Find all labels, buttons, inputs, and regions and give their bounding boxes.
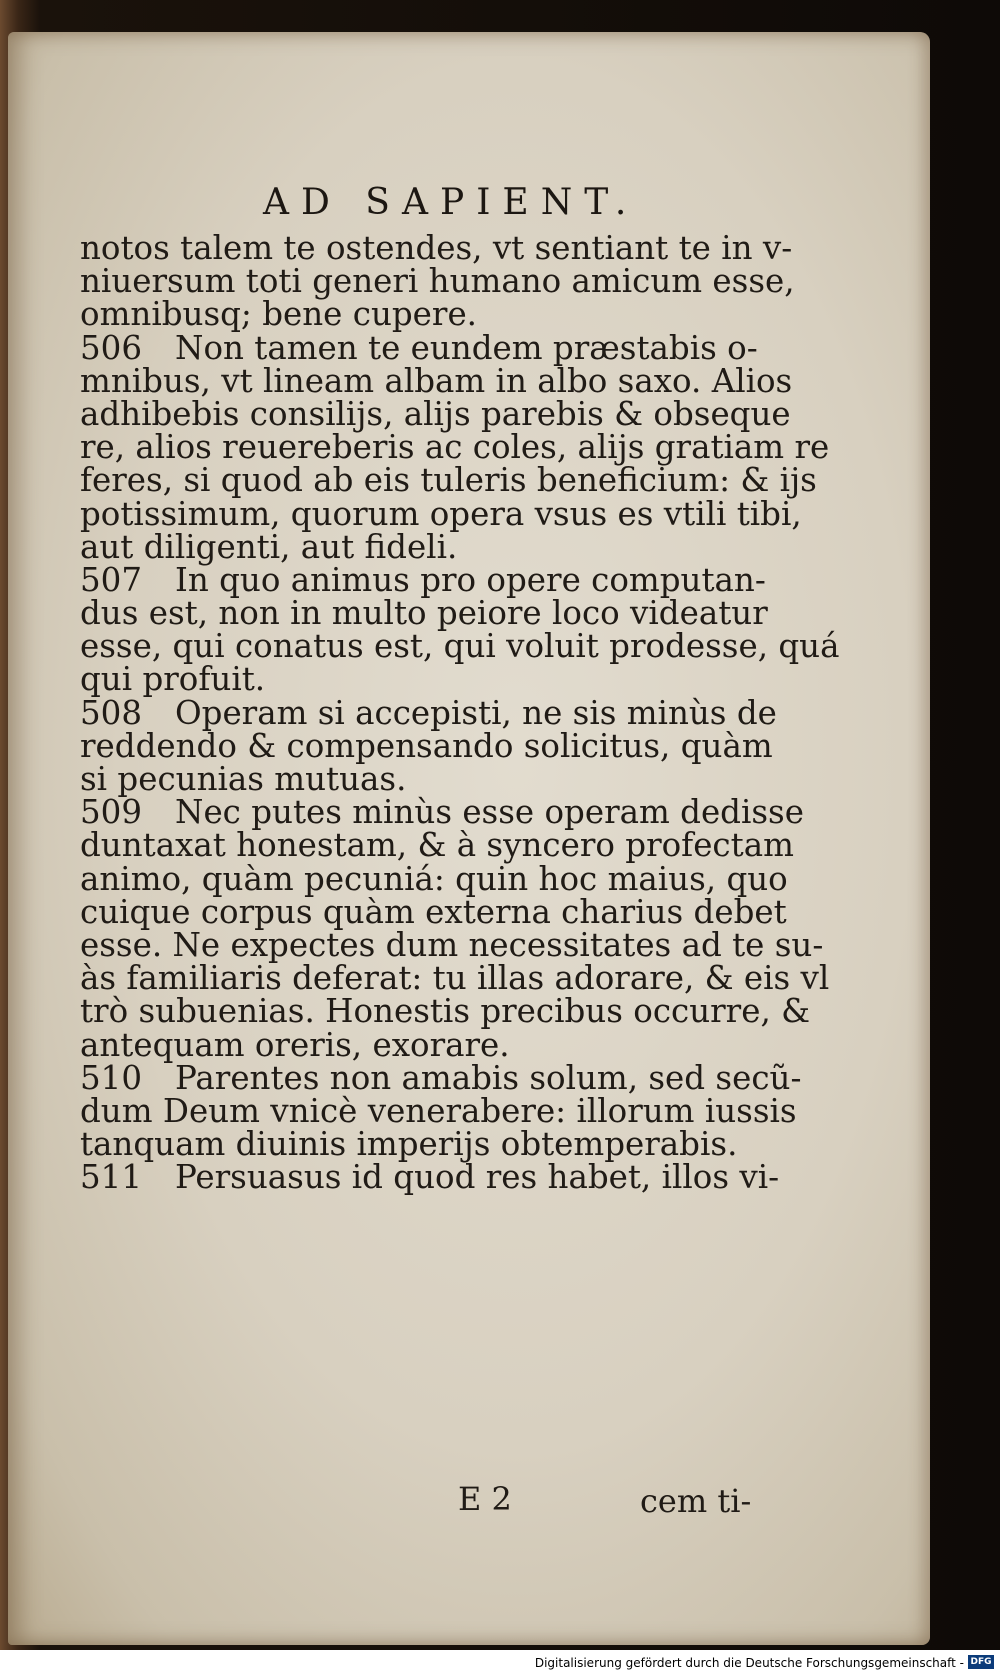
text-line: [80, 594, 780, 633]
text-line: [80, 760, 780, 798]
catchword: cem ti-: [640, 1482, 752, 1520]
dfg-logo: DFG: [968, 1655, 994, 1669]
text-line: [80, 1158, 780, 1197]
paragraph-number: 508: [80, 693, 143, 732]
text-line: [80, 560, 780, 599]
line-text: às familiaris deferat: tu illas adorare, & eis vl: [80, 959, 830, 998]
text-line: [80, 461, 817, 500]
line-text: trò subuenias. Honestis precibus occurre, &: [80, 992, 811, 1031]
line-text: esse. Ne expectes dum necessitates ad te su-: [80, 925, 824, 964]
line-text: potissimum, quorum opera vsus es vtili tibi,: [80, 494, 802, 533]
line-text: reddendo & compensando solicitus, quàm: [80, 726, 773, 765]
text-block: [80, 229, 840, 1197]
line-text: dum Deum vnicè venerabere: illorum iussis: [80, 1091, 797, 1130]
credit-bar: [0, 1650, 1000, 1676]
line-text: tanquam diuinis imperijs obtemperabis.: [80, 1125, 738, 1164]
line-text: In quo animus pro opere computan-: [175, 560, 766, 599]
text-line: [80, 1125, 780, 1164]
text-line: [80, 229, 793, 267]
line-text: mnibus, vt lineam albam in albo saxo. Alios: [80, 361, 793, 400]
text-line: [80, 394, 791, 433]
text-line: [80, 627, 840, 666]
line-text: animo, quàm pecuniá: quin hoc maius, quo: [80, 859, 788, 898]
text-line: [80, 428, 830, 467]
text-line: [80, 925, 824, 964]
text-line: [80, 295, 780, 334]
text-line: [80, 859, 788, 898]
paragraph-number: 511: [80, 1158, 143, 1197]
paragraph-number: 509: [80, 793, 143, 832]
text-line: [80, 992, 811, 1031]
paragraph-number: 510: [80, 1058, 143, 1097]
paragraph-number: 506: [80, 328, 143, 367]
line-text: duntaxat honestam, & à syncero profectam: [80, 826, 794, 865]
line-text: Persuasus id quod res habet, illos vi-: [175, 1158, 780, 1197]
line-text: re, alios reuereberis ac coles, alijs gratiam re: [80, 428, 830, 467]
text-line: [80, 793, 804, 832]
line-text: Parentes non amabis solum, sed secũ-: [175, 1058, 802, 1097]
text-line: [80, 494, 802, 533]
text-line: [80, 693, 780, 732]
line-text: Operam si accepisti, ne sis minùs de: [175, 693, 777, 732]
signature-mark: E 2: [458, 1480, 512, 1518]
text-line: [80, 328, 780, 367]
line-text: cuique corpus quàm externa charius debet: [80, 892, 787, 931]
line-text: dus est, non in multo peiore loco videatur: [80, 594, 768, 633]
text-line: [80, 361, 793, 400]
text-line: [80, 660, 780, 699]
line-text: adhibebis consilijs, alijs parebis & obseque: [80, 394, 791, 433]
text-line: [80, 527, 780, 566]
paragraph-number: 507: [80, 560, 143, 599]
line-text: omnibusq; bene cupere.: [80, 295, 478, 334]
line-text: feres, si quod ab eis tuleris beneficium: & ijs: [80, 461, 817, 500]
text-line: [80, 826, 794, 865]
text-line: [80, 1025, 780, 1064]
book-page: [8, 32, 930, 1645]
line-text: notos talem te ostendes, vt sentiant te in v-: [80, 229, 793, 267]
text-line: [80, 262, 795, 301]
line-text: aut diligenti, aut fideli.: [80, 527, 458, 566]
text-line: [80, 1058, 802, 1097]
line-text: qui profuit.: [80, 660, 266, 699]
running-head: AD SAPIENT.: [263, 182, 639, 223]
text-line: [80, 1091, 797, 1130]
line-text: Non tamen te eundem præstabis o-: [175, 328, 758, 367]
line-text: niuersum toti generi humano amicum esse,: [80, 262, 795, 301]
line-text: Nec putes minùs esse operam dedisse: [175, 793, 804, 832]
credit-text: Digitalisierung gefördert durch die Deutsche Forschungsgemeinschaft -: [534, 1656, 964, 1670]
line-text: esse, qui conatus est, qui voluit prodesse, quá: [80, 627, 840, 666]
text-line: [80, 959, 830, 998]
line-text: antequam oreris, exorare.: [80, 1025, 510, 1064]
text-line: [80, 892, 787, 931]
line-text: si pecunias mutuas.: [80, 760, 407, 798]
text-line: [80, 726, 780, 765]
